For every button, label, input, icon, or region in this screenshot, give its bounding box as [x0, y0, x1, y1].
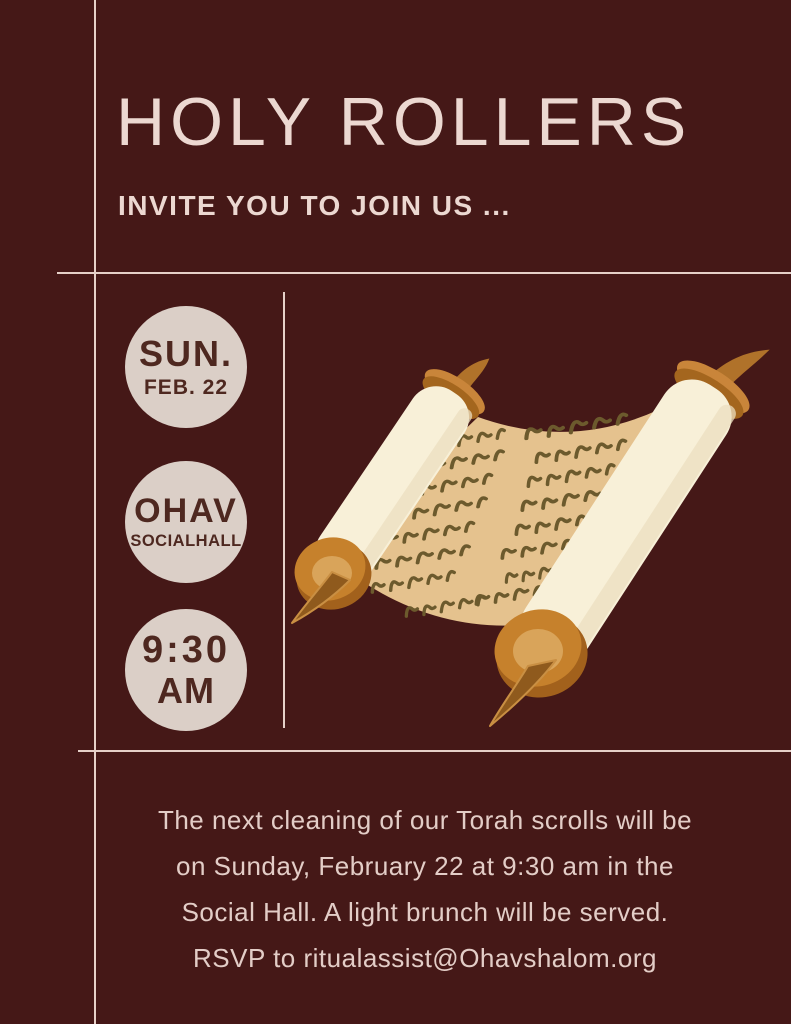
date-badge-date: FEB. 22 [143, 376, 229, 399]
details-line-4: RSVP to ritualassist@Ohavshalom.org [193, 943, 657, 973]
event-details-paragraph [95, 797, 755, 981]
details-line-3: Social Hall. A light brunch will be served. [181, 897, 669, 927]
top-horizontal-rule [57, 272, 791, 274]
location-badge [125, 461, 247, 583]
location-badge-name: OHAV [134, 492, 238, 531]
details-line-2: on Sunday, February 22 at 9:30 am in the [176, 851, 674, 881]
bottom-horizontal-rule [78, 750, 791, 752]
page-title: HOLY ROLLERS [116, 84, 692, 160]
details-line-1: The next cleaning of our Torah scrolls will be [157, 805, 693, 835]
time-badge-ampm: AM [157, 670, 215, 711]
location-badge-hall: SOCIALHALL [130, 532, 242, 551]
torah-scroll-illustration [280, 330, 791, 750]
page-subtitle: INVITE YOU TO JOIN US ... [118, 190, 511, 221]
date-badge-day: SUN. [138, 333, 233, 374]
date-badge [125, 306, 247, 428]
time-badge-time: 9:30 [141, 629, 231, 671]
time-badge [125, 609, 247, 731]
